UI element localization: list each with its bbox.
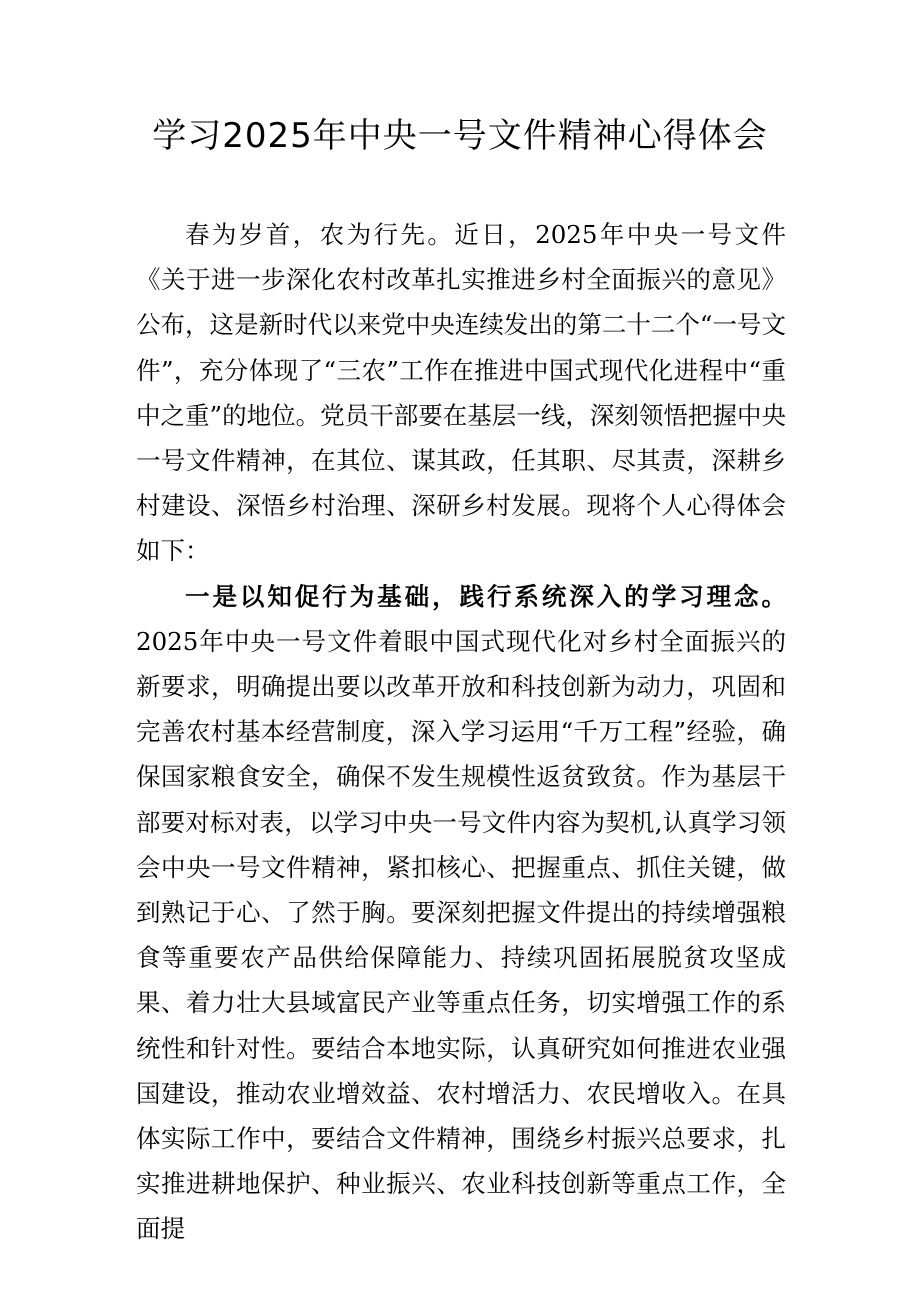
paragraph-point-one [136,574,786,1252]
paragraph-text: 春为岁首，农为行先。近日，2025年中央一号文件《关于进一步深化农村改革扎实推进乡村全面振兴的意见》公布，这是新时代以来党中央连续发出的第二十二个“一号文件”，充分体现了“三农”工作在推进中国式现代化进程中“重中之重”的地位。党员干部要在基层一线，深刻领悟把握中央一号文件精神，在其位、谋其政，任其职、尽其责，深耕乡村建设、深悟乡村治理、深研乡村发展。现将个人心得体会如下： [136,220,786,566]
document-body [136,212,786,1252]
paragraph-intro [136,212,786,574]
paragraph-lead-heading: 一是以知促行为基础，践行系统深入的学习理念。 [185,581,786,611]
document-title: 学习2025年中央一号文件精神心得体会 [152,116,768,156]
paragraph-text: 2025年中央一号文件着眼中国式现代化对乡村全面振兴的新要求，明确提出要以改革开放和科技创新为动力，巩固和完善农村基本经营制度，深入学习运用“千万工程”经验，确保国家粮食安全，确保不发生规模性返贫致贫。作为基层干部要对标对表，以学习中央一号文件内容为契机,认真学习领会中央一号文件精神，紧扣核心、把握重点、抓住关键，做到熟记于心、了然于胸。要深刻把握文件提出的持续增强粮食等重要农产品供给保障能力、持续巩固拓展脱贫攻坚成果、着力壮大县域富民产业等重点任务，切实增强工作的系统性和针对性。要结合本地实际，认真研究如何推进农业强国建设，推动农业增效益、农村增活力、农民增收入。在具体实际工作中，要结合文件精神，围绕乡村振兴总要求，扎实推进耕地保护、种业振兴、农业科技创新等重点工作，全面提 [136,626,786,1244]
